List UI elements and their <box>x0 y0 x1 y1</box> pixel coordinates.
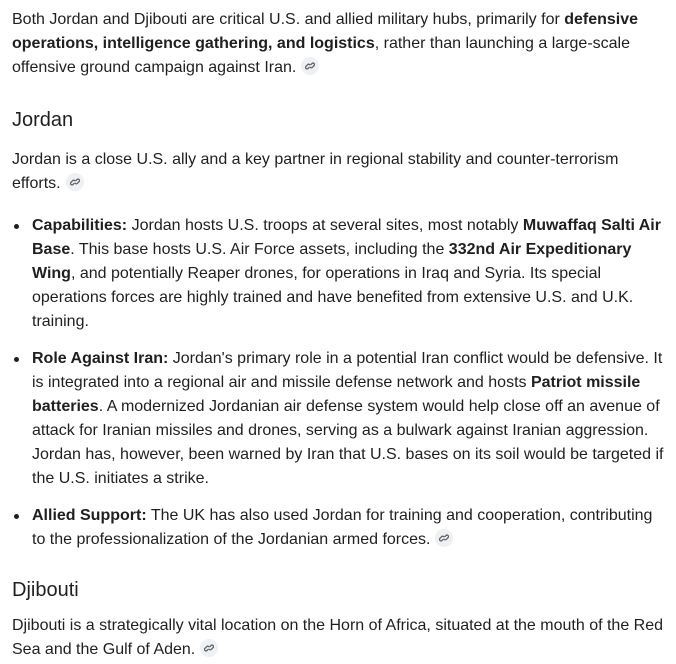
bullet-text: . This base hosts U.S. Air Force assets, including the <box>70 241 449 258</box>
bullet-text: The UK has also used Jordan for training and cooperation, contributing to the professionalization of the Jordanian armed forces. <box>32 507 653 548</box>
list-item-allied-support <box>12 504 670 552</box>
link-icon <box>439 533 449 543</box>
bullet-bold-text: 332nd Air Expeditionary Wing <box>32 241 632 282</box>
jordan-paragraph-text: Jordan is a close U.S. ally and a key partner in regional stability and counter-terrorism efforts. <box>12 151 619 192</box>
link-icon <box>305 61 315 71</box>
source-link-button[interactable] <box>66 173 84 191</box>
bullet-label: Capabilities: <box>32 217 128 234</box>
bullet-text: . A modernized Jordanian air defense system would help close off an avenue of attack for Iranian missiles and drones, serving as a bulwark against Iranian aggression. Jordan has, however, been warned by Iran that U.S. bases on its soil would be targeted if the U.S. initiates a strike. <box>32 398 664 487</box>
djibouti-paragraph-text: Djibouti is a strategically vital location on the Horn of Africa, situated at the mouth of the Red Sea and the Gulf of Aden. <box>12 617 664 658</box>
bullet-label: Allied Support: <box>32 507 147 524</box>
bullet-dot <box>14 514 19 519</box>
list-item-role-against-iran <box>12 347 670 491</box>
bullet-text: Jordan hosts U.S. troops at several sites, most notably <box>127 217 523 234</box>
source-link-button[interactable] <box>200 639 218 657</box>
section-heading-jordan: Jordan <box>12 109 74 131</box>
intro-paragraph <box>12 8 670 80</box>
djibouti-paragraph <box>12 614 670 662</box>
list-item-capabilities <box>12 214 670 334</box>
bullet-bold-text: Patriot missile batteries <box>32 374 641 415</box>
intro-bold-text: defensive operations, intelligence gathering, and logistics <box>12 11 639 52</box>
jordan-bullet-list <box>12 214 670 552</box>
bullet-bold-text: Muwaffaq Salti Air Base <box>32 217 661 258</box>
jordan-paragraph <box>12 148 670 196</box>
source-link-button[interactable] <box>435 529 453 547</box>
intro-text-2: , rather than launching a large-scale offensive ground campaign against Iran. <box>12 35 630 76</box>
source-link-button[interactable] <box>301 57 319 75</box>
bullet-label: Role Against Iran: <box>32 350 169 367</box>
bullet-dot <box>14 357 19 362</box>
link-icon <box>70 177 80 187</box>
intro-text-1: Both Jordan and Djibouti are critical U.S. and allied military hubs, primarily for <box>12 11 565 28</box>
bullet-dot <box>14 224 19 229</box>
link-icon <box>204 643 214 653</box>
bullet-text: , and potentially Reaper drones, for operations in Iraq and Syria. Its special operations forces are highly trained and have benefited from extensive U.S. and U.K. training. <box>32 265 634 330</box>
response-content <box>12 8 670 662</box>
section-heading-djibouti: Djibouti <box>12 579 79 601</box>
bullet-text: Jordan's primary role in a potential Iran conflict would be defensive. It is integrated into a regional air and missile defense network and hosts <box>32 350 663 391</box>
